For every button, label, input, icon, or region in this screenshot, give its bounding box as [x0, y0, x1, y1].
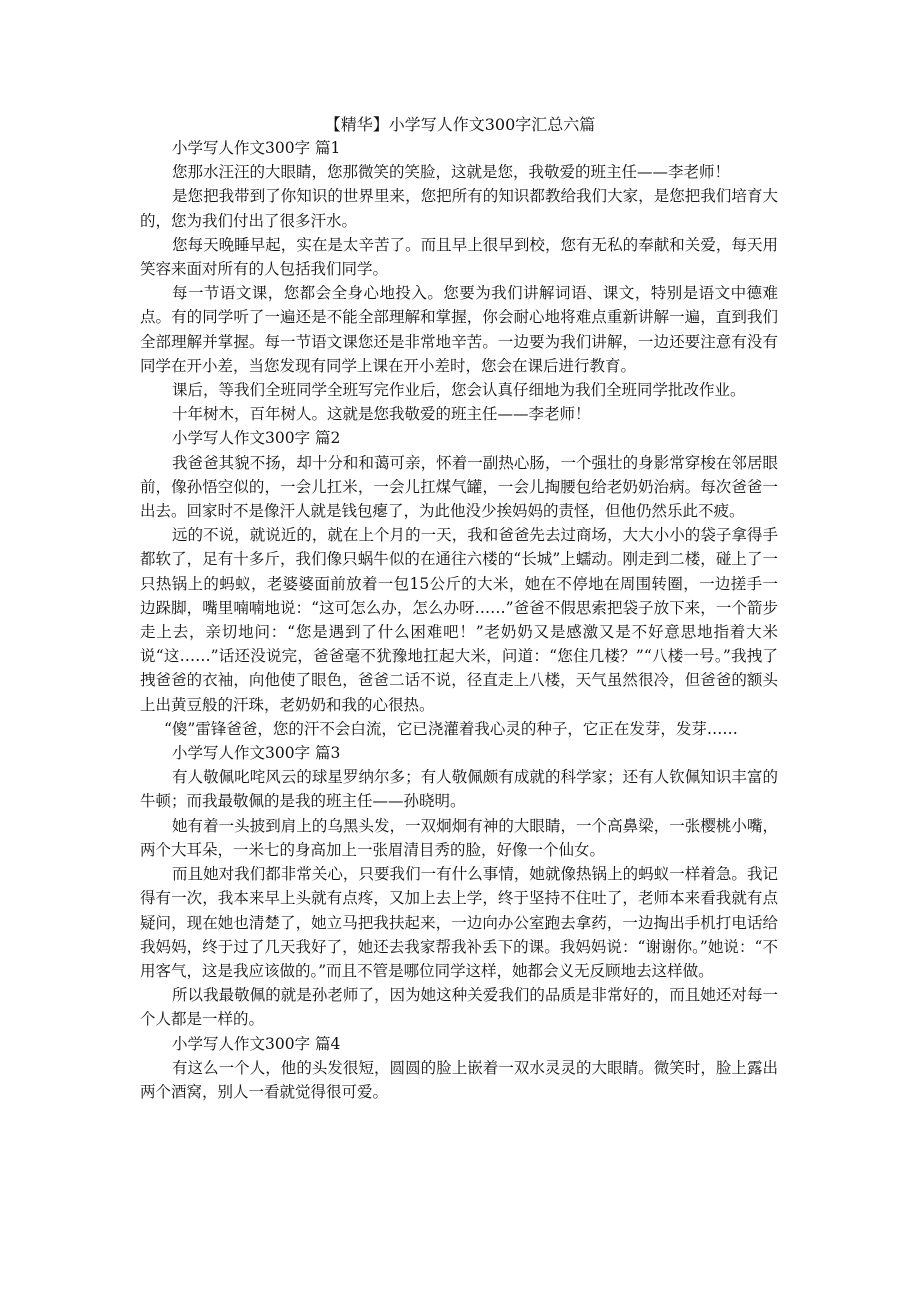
paragraph: 十年树木，百年树人。这就是您我敬爱的班主任——李老师！: [172, 405, 591, 424]
paragraph: 每一节语文课，您都会全身心地投入。您要为我们讲解词语、课文，特别是语文中德难点。有的同学听了一遍还是不能全部理解和掌握，你会耐心地将难点重新讲解一遍，直到我们全部理解并掌握。每一节语文课您还是非常地辛苦。一边要为我们讲解，一边还要注意有没有同学在开小差，当您发现有同学上课在开小差时，您会在课后进行教育。: [140, 284, 778, 375]
paragraph: 她有着一头披到肩上的乌黑头发，一双炯炯有神的大眼睛，一个高鼻梁，一张樱桃小嘴，两个大耳朵，一米七的身高加上一张眉清目秀的脸，好像一个仙女。: [140, 816, 778, 859]
section-heading: 小学写人作文300字 篇1: [172, 139, 341, 157]
paragraph: 是您把我带到了你知识的世界里来，您把所有的知识都教给我们大家，是您把我们培育大的，您为我们付出了很多汗水。: [140, 187, 778, 230]
paragraph: 远的不说，就说近的，就在上个月的一天，我和爸爸先去过商场，大大小小的袋子拿得手都软了，足有十多斤，我们像只蜗牛似的在通往六楼的“长城”上蠕动。刚走到二楼，碰上了一只热锅上的蚂蚁，老婆婆面前放着一包15公斤的大米，她在不停地在周围转圈，一边搓手一边跺脚，嘴里喃喃地说：“这可怎么办，怎么办呀……”爸爸不假思索把袋子放下来，一个箭步走上去，亲切地问：“您是遇到了什么困难吧！”老奶奶又是感激又是不好意思地指着大米说“这……”话还没说完，爸爸毫不犹豫地扛起大米，问道：“您住几楼？”“八楼一号。”我拽了拽爸爸的衣袖，向他使了眼色，爸爸二话不说，径直走上八楼，天气虽然很冷，但爸爸的额头上出黄豆般的汗珠，老奶奶和我的心很热。: [140, 526, 778, 714]
paragraph: 您那水汪汪的大眼睛，您那微笑的笑脸，这就是您，我敬爱的班主任——李老师！: [172, 163, 731, 182]
paragraph: 所以我最敬佩的就是孙老师了，因为她这种关爱我们的品质是非常好的，而且她还对每一个人都是一样的。: [140, 986, 778, 1029]
paragraph: 而且她对我们都非常关心，只要我们一有什么事情，她就像热锅上的蚂蚁一样着急。我记得有一次，我本来早上头就有点疼，又加上去上学，终于坚持不住吐了，老师本来看我就有点疑问，现在她也清楚了，她立马把我扶起来，一边向办公室跑去拿药，一边掏出手机打电话给我妈妈，终于过了几天我好了，她还去我家帮我补丢下的课。我妈妈说：“谢谢你。”她说：“不用客气，这是我应该做的。”而且不管是哪位同学这样，她都会义无反顾地去这样做。: [140, 865, 778, 980]
section-heading: 小学写人作文300字 篇4: [172, 1034, 341, 1053]
paragraph: 有人敬佩叱咤风云的球星罗纳尔多；有人敬佩颇有成就的科学家；还有人钦佩知识丰富的牛顿；而我最敬佩的是我的班主任——孙晓明。: [140, 768, 778, 811]
paragraph: 有这么一个人，他的头发很短，圆圆的脸上嵌着一双水灵灵的大眼睛。微笑时，脸上露出两个酒窝，别人一看就觉得很可爱。: [140, 1058, 778, 1101]
section-heading: 小学写人作文300字 篇3: [172, 744, 341, 763]
paragraph: “傻”雷锋爸爸，您的汗不会白流，它已浇灌着我心灵的种子，它正在发芽，发芽……: [164, 719, 738, 738]
document-title: 【精华】小学写人作文300字汇总六篇: [324, 115, 596, 134]
paragraph: 课后，等我们全班同学全班写完作业后，您会认真仔细地为我们全班同学批改作业。: [172, 381, 746, 400]
document-body: [140, 136, 778, 1104]
section-heading: 小学写人作文300字 篇2: [172, 429, 341, 448]
paragraph: 您每天晚睡早起，实在是太辛苦了。而且早上很早到校，您有无私的奉献和关爱，每天用笑容来面对所有的人包括我们同学。: [140, 235, 778, 279]
paragraph: 我爸爸其貌不扬，却十分和和蔼可亲，怀着一副热心肠，一个强壮的身影常穿梭在邻居眼前，像孙悟空似的，一会儿扛米，一会儿扛煤气罐，一会儿掏腰包给老奶奶治病。每次爸爸一出去。回家时不是像汗人就是钱包瘪了，为此他没少挨妈妈的责怪，但他仍然乐此不疲。: [140, 453, 778, 521]
